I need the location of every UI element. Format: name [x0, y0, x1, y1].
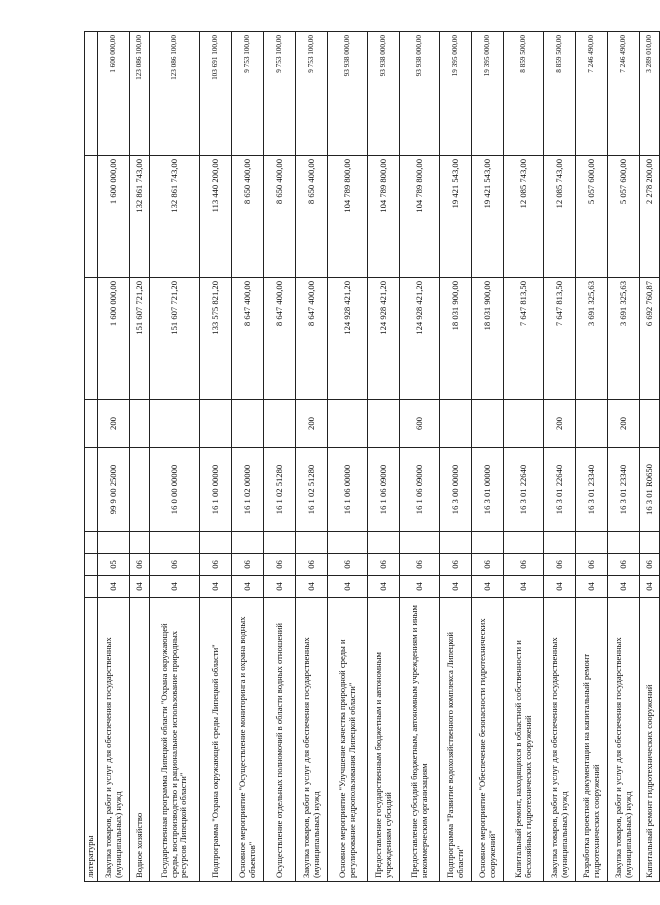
row-name-cell: Разработка проектной документации на капитальный ремонт гидротехнических сооружений: [576, 598, 608, 882]
target-article-cell: 16 3 01 22640: [544, 448, 576, 532]
expense-type-cell: [504, 400, 544, 448]
expense-type-cell: [440, 400, 472, 448]
ministry-code-cell: 04: [130, 576, 150, 598]
amount-year1-cell: 1 600 000,00: [98, 278, 130, 400]
row-name-cell: Закупка товаров, работ и услуг для обеспечения государственных (муниципальных) нужд: [544, 598, 576, 882]
section-code-cell: 06: [232, 554, 264, 576]
subsection-code-cell: [85, 532, 98, 554]
subsection-code-cell: [328, 532, 368, 554]
amount-year2-cell: 19 421 543,00: [440, 156, 472, 278]
target-article-cell: [130, 448, 150, 532]
expense-type-cell: [328, 400, 368, 448]
row-name-cell: Подпрограмма "Развитие водохозяйственного комплекса Липецкой области": [440, 598, 472, 882]
expense-type-cell: [130, 400, 150, 448]
section-code-cell: 06: [544, 554, 576, 576]
amount-year1-cell: 124 928 421,20: [400, 278, 440, 400]
table-row: [264, 32, 296, 882]
amount-year1-cell: 3 691 325,63: [576, 278, 608, 400]
subsection-code-cell: [130, 532, 150, 554]
table-row: [98, 32, 130, 882]
expense-type-cell: 600: [400, 400, 440, 448]
target-article-cell: 16 1 06 09000: [368, 448, 400, 532]
section-code-cell: 06: [608, 554, 640, 576]
subsection-code-cell: [544, 532, 576, 554]
section-code-cell: 06: [440, 554, 472, 576]
subsection-code-cell: [296, 532, 328, 554]
ministry-code-cell: 04: [472, 576, 504, 598]
ministry-code-cell: 04: [232, 576, 264, 598]
table-row: [130, 32, 150, 882]
amount-year3-cell: [85, 32, 98, 156]
row-name-cell: Капитальный ремонт, находящихся в областной собственности и бесхозяйных гидротехнических сооружений: [504, 598, 544, 882]
expense-type-cell: 200: [544, 400, 576, 448]
amount-year3-cell: 1 600 000,00: [98, 32, 130, 156]
ministry-code-cell: 04: [400, 576, 440, 598]
subsection-code-cell: [576, 532, 608, 554]
expense-type-cell: 200: [608, 400, 640, 448]
ministry-code-cell: 04: [296, 576, 328, 598]
section-code-cell: [85, 554, 98, 576]
target-article-cell: 16 1 00 00000: [200, 448, 232, 532]
section-code-cell: 06: [640, 554, 660, 576]
amount-year2-cell: 104 789 800,00: [368, 156, 400, 278]
row-name-cell: Предоставление субсидий бюджетным, автономным учреждениям и иным некоммерческим организациям: [400, 598, 440, 882]
table-row: [296, 32, 328, 882]
subsection-code-cell: [368, 532, 400, 554]
expense-type-cell: [200, 400, 232, 448]
ministry-code-cell: 04: [200, 576, 232, 598]
section-code-cell: 06: [200, 554, 232, 576]
amount-year2-cell: 8 650 400,00: [264, 156, 296, 278]
amount-year3-cell: 7 246 490,00: [576, 32, 608, 156]
expense-type-cell: [150, 400, 200, 448]
expense-type-cell: [232, 400, 264, 448]
amount-year1-cell: 7 647 813,50: [544, 278, 576, 400]
amount-year2-cell: 19 421 543,00: [472, 156, 504, 278]
ministry-code-cell: [85, 576, 98, 598]
expense-type-cell: [576, 400, 608, 448]
ministry-code-cell: 04: [264, 576, 296, 598]
ministry-code-cell: 04: [608, 576, 640, 598]
table-row: [544, 32, 576, 882]
amount-year1-cell: 6 692 760,87: [640, 278, 660, 400]
amount-year3-cell: 103 691 100,00: [200, 32, 232, 156]
amount-year2-cell: 2 278 200,00: [640, 156, 660, 278]
subsection-code-cell: [264, 532, 296, 554]
ministry-code-cell: 04: [504, 576, 544, 598]
subsection-code-cell: [98, 532, 130, 554]
amount-year3-cell: 93 938 000,00: [368, 32, 400, 156]
amount-year2-cell: 12 085 743,00: [504, 156, 544, 278]
row-name-cell: Закупка товаров, работ и услуг для обеспечения государственных (муниципальных) нужд: [296, 598, 328, 882]
amount-year1-cell: [85, 278, 98, 400]
table-body: [85, 32, 660, 882]
target-article-cell: 16 3 01 23340: [608, 448, 640, 532]
target-article-cell: [85, 448, 98, 532]
expense-type-cell: 200: [98, 400, 130, 448]
subsection-code-cell: [400, 532, 440, 554]
expense-type-cell: [85, 400, 98, 448]
amount-year1-cell: 8 647 400,00: [296, 278, 328, 400]
amount-year2-cell: 104 789 800,00: [328, 156, 368, 278]
row-name-cell: Закупка товаров, работ и услуг для обеспечения государственных (муниципальных) нужд: [98, 598, 130, 882]
ministry-code-cell: 04: [544, 576, 576, 598]
amount-year1-cell: 8 647 400,00: [264, 278, 296, 400]
row-name-cell: Государственная программа Липецкой области "Охрана окружающей среды, воспроизводство и рациональное использование природных ресурсов Липецкой области": [150, 598, 200, 882]
ministry-code-cell: 04: [640, 576, 660, 598]
amount-year3-cell: 19 395 000,00: [472, 32, 504, 156]
table-row: [368, 32, 400, 882]
rotated-table-wrapper: [84, 32, 654, 882]
target-article-cell: 16 3 01 R0650: [640, 448, 660, 532]
table-row: [400, 32, 440, 882]
section-code-cell: 06: [328, 554, 368, 576]
ministry-code-cell: 04: [440, 576, 472, 598]
expense-type-cell: [640, 400, 660, 448]
table-row: [150, 32, 200, 882]
amount-year1-cell: 124 928 421,20: [368, 278, 400, 400]
amount-year1-cell: 7 647 813,50: [504, 278, 544, 400]
table-row: [232, 32, 264, 882]
target-article-cell: 16 3 01 22640: [504, 448, 544, 532]
amount-year1-cell: 3 691 325,63: [608, 278, 640, 400]
target-article-cell: 16 1 06 00000: [328, 448, 368, 532]
subsection-code-cell: [232, 532, 264, 554]
amount-year3-cell: 123 086 100,00: [130, 32, 150, 156]
section-code-cell: 06: [504, 554, 544, 576]
table-row: [328, 32, 368, 882]
ministry-code-cell: 04: [368, 576, 400, 598]
amount-year2-cell: [85, 156, 98, 278]
amount-year3-cell: 3 289 010,00: [640, 32, 660, 156]
amount-year1-cell: 124 928 421,20: [328, 278, 368, 400]
amount-year3-cell: 9 753 100,00: [232, 32, 264, 156]
amount-year2-cell: 8 650 400,00: [296, 156, 328, 278]
amount-year1-cell: 151 607 721,20: [150, 278, 200, 400]
amount-year2-cell: 1 600 000,00: [98, 156, 130, 278]
table-row: [200, 32, 232, 882]
amount-year1-cell: 133 575 821,20: [200, 278, 232, 400]
section-code-cell: 06: [264, 554, 296, 576]
row-name-cell: Основное мероприятие "Улучшение качества природной среды и регулирование недропользования Липецкой области": [328, 598, 368, 882]
section-code-cell: 06: [576, 554, 608, 576]
amount-year3-cell: 9 753 100,00: [264, 32, 296, 156]
subsection-code-cell: [150, 532, 200, 554]
ministry-code-cell: 04: [98, 576, 130, 598]
target-article-cell: 16 1 06 09000: [400, 448, 440, 532]
amount-year3-cell: 93 938 000,00: [328, 32, 368, 156]
target-article-cell: 16 3 01 00000: [472, 448, 504, 532]
amount-year2-cell: 104 789 800,00: [400, 156, 440, 278]
amount-year2-cell: 113 440 200,00: [200, 156, 232, 278]
section-code-cell: 06: [150, 554, 200, 576]
subsection-code-cell: [640, 532, 660, 554]
table-row: [85, 32, 98, 882]
section-code-cell: 06: [130, 554, 150, 576]
target-article-cell: 16 3 00 00000: [440, 448, 472, 532]
subsection-code-cell: [472, 532, 504, 554]
subsection-code-cell: [200, 532, 232, 554]
row-name-cell: Основное мероприятие "Осуществление мониторинга и охрана водных объектов": [232, 598, 264, 882]
target-article-cell: 16 1 02 51280: [296, 448, 328, 532]
table-row: [640, 32, 660, 882]
section-code-cell: 05: [98, 554, 130, 576]
section-code-cell: 06: [472, 554, 504, 576]
expense-type-cell: [472, 400, 504, 448]
amount-year3-cell: 9 753 100,00: [296, 32, 328, 156]
row-name-cell: Осуществление отдельных полномочий в области водных отношений: [264, 598, 296, 882]
amount-year2-cell: 132 861 743,00: [150, 156, 200, 278]
table-row: [440, 32, 472, 882]
row-name-cell: литературы: [85, 598, 98, 882]
target-article-cell: 16 1 02 00000: [232, 448, 264, 532]
budget-table: [84, 31, 660, 882]
ministry-code-cell: 04: [576, 576, 608, 598]
target-article-cell: 16 1 02 51280: [264, 448, 296, 532]
amount-year3-cell: 93 938 000,00: [400, 32, 440, 156]
ministry-code-cell: 04: [328, 576, 368, 598]
row-name-cell: Предоставление государственным бюджетным и автономным учреждениям субсидий: [368, 598, 400, 882]
amount-year3-cell: 19 395 000,00: [440, 32, 472, 156]
amount-year3-cell: 7 246 490,00: [608, 32, 640, 156]
amount-year3-cell: 123 086 100,00: [150, 32, 200, 156]
table-row: [504, 32, 544, 882]
subsection-code-cell: [504, 532, 544, 554]
target-article-cell: 99 9 00 25000: [98, 448, 130, 532]
table-row: [576, 32, 608, 882]
target-article-cell: 16 0 00 00000: [150, 448, 200, 532]
ministry-code-cell: 04: [150, 576, 200, 598]
section-code-cell: 06: [400, 554, 440, 576]
amount-year1-cell: 18 031 900,00: [440, 278, 472, 400]
amount-year1-cell: 151 607 721,20: [130, 278, 150, 400]
table-row: [608, 32, 640, 882]
amount-year2-cell: 5 057 600,00: [576, 156, 608, 278]
amount-year2-cell: 12 085 743,00: [544, 156, 576, 278]
expense-type-cell: 200: [296, 400, 328, 448]
amount-year2-cell: 8 650 400,00: [232, 156, 264, 278]
expense-type-cell: [264, 400, 296, 448]
table-row: [472, 32, 504, 882]
amount-year3-cell: 8 859 500,00: [544, 32, 576, 156]
row-name-cell: Водное хозяйство: [130, 598, 150, 882]
amount-year3-cell: 8 859 500,00: [504, 32, 544, 156]
section-code-cell: 06: [368, 554, 400, 576]
row-name-cell: Основное мероприятие "Обеспечение безопасности гидротехнических сооружений": [472, 598, 504, 882]
row-name-cell: Закупка товаров, работ и услуг для обеспечения государственных (муниципальных) нужд: [608, 598, 640, 882]
expense-type-cell: [368, 400, 400, 448]
target-article-cell: 16 3 01 23340: [576, 448, 608, 532]
subsection-code-cell: [440, 532, 472, 554]
row-name-cell: Подпрограмма "Охрана окружающей среды Липецкой области": [200, 598, 232, 882]
section-code-cell: 06: [296, 554, 328, 576]
amount-year1-cell: 8 647 400,00: [232, 278, 264, 400]
amount-year2-cell: 132 861 743,00: [130, 156, 150, 278]
row-name-cell: Капитальный ремонт гидротехнических сооружений: [640, 598, 660, 882]
amount-year1-cell: 18 031 900,00: [472, 278, 504, 400]
amount-year2-cell: 5 057 600,00: [608, 156, 640, 278]
subsection-code-cell: [608, 532, 640, 554]
